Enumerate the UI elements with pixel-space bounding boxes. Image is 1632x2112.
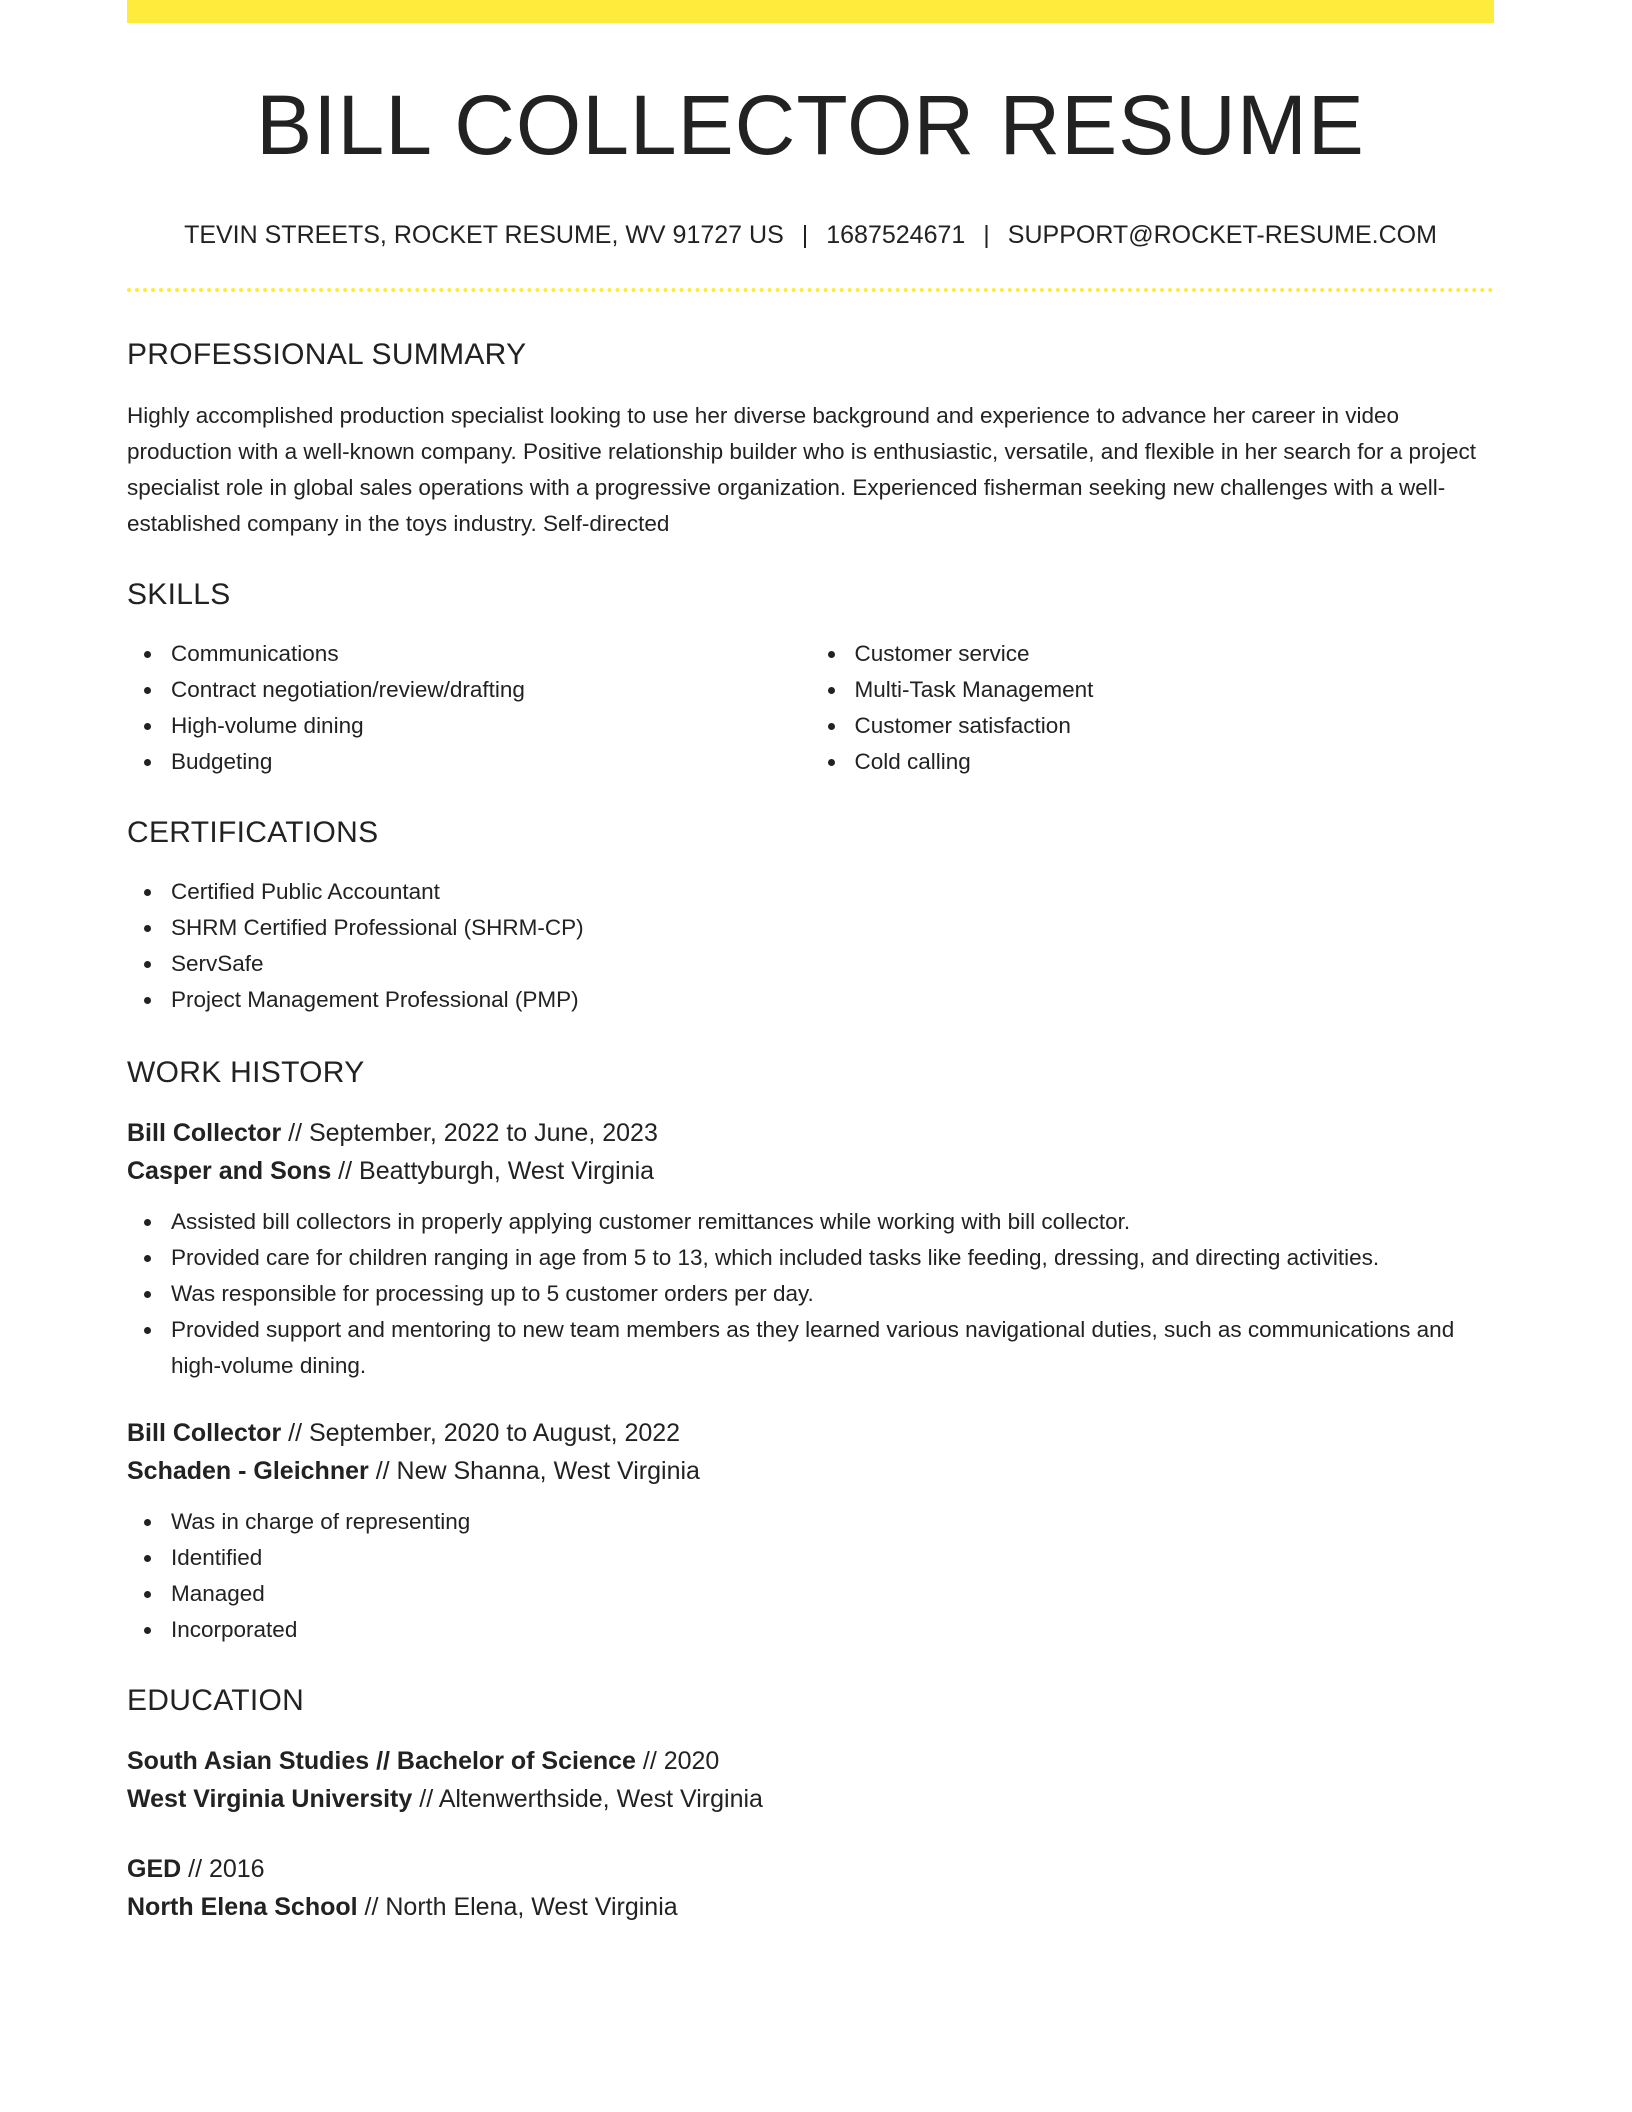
work-history-section [127,1058,1494,1648]
skills-section [127,580,1494,780]
skill-item: Budgeting [171,744,811,780]
summary-section [127,340,1494,542]
education-section [127,1686,1494,1926]
resume-title: BILL COLLECTOR RESUME [256,78,1365,172]
job-bullets [127,1504,1494,1648]
skill-item: Contract negotiation/review/drafting [171,672,811,708]
contact-separator: | [801,221,809,249]
job-dates: // September, 2020 to August, 2022 [281,1419,681,1447]
education-school: North Elena School [127,1893,358,1921]
job-company: Schaden - Gleichner [127,1457,369,1485]
certification-item: SHRM Certified Professional (SHRM-CP) [171,910,1494,946]
job-role: Bill Collector [127,1119,282,1147]
education-school-line [127,1888,1494,1926]
job-bullet: Was responsible for processing up to 5 customer orders per day. [171,1276,1494,1312]
contact-email: SUPPORT@ROCKET-RESUME.COM [1007,221,1437,249]
certification-item: Project Management Professional (PMP) [171,982,1494,1018]
job-role: Bill Collector [127,1419,282,1447]
job-location: // Beattyburgh, West Virginia [331,1157,655,1185]
certifications-section [127,818,1494,1018]
top-accent-bar [127,0,1494,23]
job-company: Casper and Sons [127,1157,332,1185]
skill-item: High-volume dining [171,708,811,744]
certification-item: Certified Public Accountant [171,874,1494,910]
education-degree-line [127,1850,1494,1888]
skills-list-right [811,636,1495,780]
certifications-heading: CERTIFICATIONS [127,816,379,849]
job-bullet: Identified [171,1540,1494,1576]
job-bullet: Managed [171,1576,1494,1612]
contact-phone: 1687524671 [826,221,966,249]
skills-list-left [127,636,811,780]
education-location: // North Elena, West Virginia [357,1893,678,1921]
education-school: West Virginia University [127,1785,413,1813]
contact-line [127,223,1494,248]
education-degree-line [127,1742,1494,1780]
job-role-line [127,1414,1494,1452]
education-school-line [127,1780,1494,1818]
certification-item: ServSafe [171,946,1494,982]
job-bullet: Provided support and mentoring to new team members as they learned various navigational duties, such as communications and high-volume dining. [171,1312,1494,1384]
skill-item: Multi-Task Management [855,672,1495,708]
skill-item: Communications [171,636,811,672]
dotted-divider [127,288,1494,292]
work-history-heading: WORK HISTORY [127,1056,365,1089]
job-bullets [127,1204,1494,1384]
summary-heading: PROFESSIONAL SUMMARY [127,338,527,371]
job-bullet: Provided care for children ranging in age from 5 to 13, which included tasks like feeding, dressing, and directing activities. [171,1240,1494,1276]
education-location: // Altenwerthside, West Virginia [412,1785,763,1813]
education-year: // 2020 [635,1747,720,1775]
education-degree: GED [127,1855,182,1883]
education-heading: EDUCATION [127,1684,305,1717]
job-bullet: Incorporated [171,1612,1494,1648]
job-entry [127,1114,1494,1384]
resume-page [127,0,1494,1926]
summary-text: Highly accomplished production specialist looking to use her diverse background and experience to advance her career in video production with a well-known company. Positive relationship builder who is enthusiastic, versatile, and flexible in her search for a project specialist role in global sales operations with a progressive organization. Experienced fisherman seeking new challenges with a well-established company in the toys industry. Self-directed [127,403,1477,536]
job-company-line [127,1152,1494,1190]
education-entry [127,1850,1494,1926]
skill-item: Customer satisfaction [855,708,1495,744]
skill-item: Customer service [855,636,1495,672]
education-year: // 2016 [181,1855,265,1883]
job-bullet: Assisted bill collectors in properly applying customer remittances while working with bill collector. [171,1204,1494,1240]
education-entry [127,1742,1494,1818]
job-bullet: Was in charge of representing [171,1504,1494,1540]
job-dates: // September, 2022 to June, 2023 [281,1119,658,1147]
skills-heading: SKILLS [127,578,231,611]
education-degree: South Asian Studies // Bachelor of Science [127,1747,636,1775]
job-location: // New Shanna, West Virginia [368,1457,700,1485]
skills-columns [127,636,1494,780]
job-company-line [127,1452,1494,1490]
contact-address: TEVIN STREETS, ROCKET RESUME, WV 91727 US [184,221,784,249]
contact-separator: | [983,221,990,249]
skill-item: Cold calling [855,744,1495,780]
job-entry [127,1414,1494,1648]
certifications-list [127,874,1494,1018]
job-role-line [127,1114,1494,1152]
